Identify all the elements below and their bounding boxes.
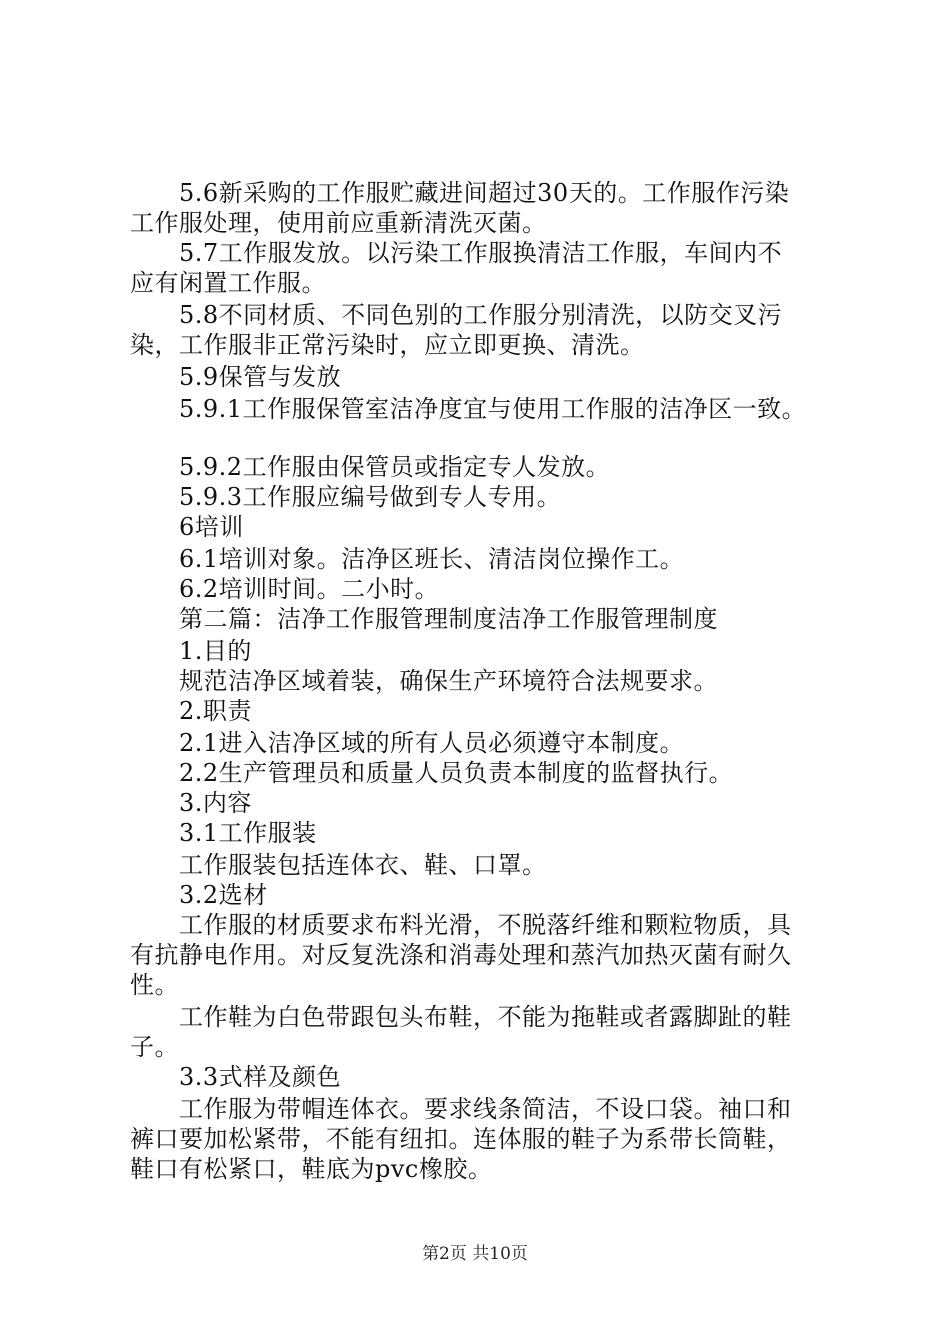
section-heading: 3.内容 [130,789,252,817]
text-line: 工作服处理，使用前应重新清洗灭菌。 [130,209,547,237]
text-line: 6.1培训对象。洁净区班长、清洁岗位操作工。 [130,545,685,573]
text-line: 裤口要加松紧带，不能有纽扣。连体服的鞋子为系带长筒鞋， [130,1125,792,1153]
section-heading: 2.职责 [130,697,252,725]
text-line: 工作服的材质要求布料光滑，不脱落纤维和颗粒物质，具 [130,911,792,939]
text-line: 有抗静电作用。对反复洗涤和消毒处理和蒸汽加热灭菌有耐久 [130,941,792,969]
text-line: 5.9.3工作服应编号做到专人专用。 [130,483,562,511]
text-line: 5.9.1工作服保管室洁净度宜与使用工作服的洁净区一致。 [130,395,807,423]
text-line: 5.9.2工作服由保管员或指定专人发放。 [130,453,611,481]
section-heading: 5.9保管与发放 [130,363,342,391]
text-line: 染，工作服非正常污染时，应立即更换、清洗。 [130,331,645,359]
section-heading: 3.2选材 [130,881,268,909]
section-heading: 6培训 [130,513,244,541]
text-line: 鞋口有松紧口，鞋底为pvc橡胶。 [130,1155,493,1183]
text-line: 工作服装包括连体衣、鞋、口罩。 [130,851,547,879]
section-heading: 3.1工作服装 [130,819,317,847]
section-heading: 3.3式样及颜色 [130,1063,342,1091]
text-line: 规范洁净区域着装，确保生产环境符合法规要求。 [130,667,718,695]
text-line: 2.2生产管理员和质量人员负责本制度的监督执行。 [130,759,734,787]
text-line: 6.2培训时间。二小时。 [130,575,440,603]
text-line: 应有闲置工作服。 [130,269,326,297]
text-line: 5.7工作服发放。以污染工作服换清洁工作服，车间内不 [130,239,783,267]
page-footer: 第2页 共10页 [422,1244,528,1264]
text-line: 性。 [130,971,179,999]
text-line: 子。 [130,1033,179,1061]
text-line: 2.1进入洁净区域的所有人员必须遵守本制度。 [130,729,685,757]
section-heading: 1.目的 [130,637,252,665]
text-line: 工作服为带帽连体衣。要求线条简洁，不设口袋。袖口和 [130,1095,792,1123]
text-line: 工作鞋为白色带跟包头布鞋，不能为拖鞋或者露脚趾的鞋 [130,1003,792,1031]
text-line: 5.8不同材质、不同色别的工作服分别清洗，以防交叉污 [130,301,783,329]
text-line: 5.6新采购的工作服贮藏进间超过30天的。工作服作污染 [130,179,790,207]
chapter-title: 第二篇：洁净工作服管理制度洁净工作服管理制度 [130,605,718,633]
